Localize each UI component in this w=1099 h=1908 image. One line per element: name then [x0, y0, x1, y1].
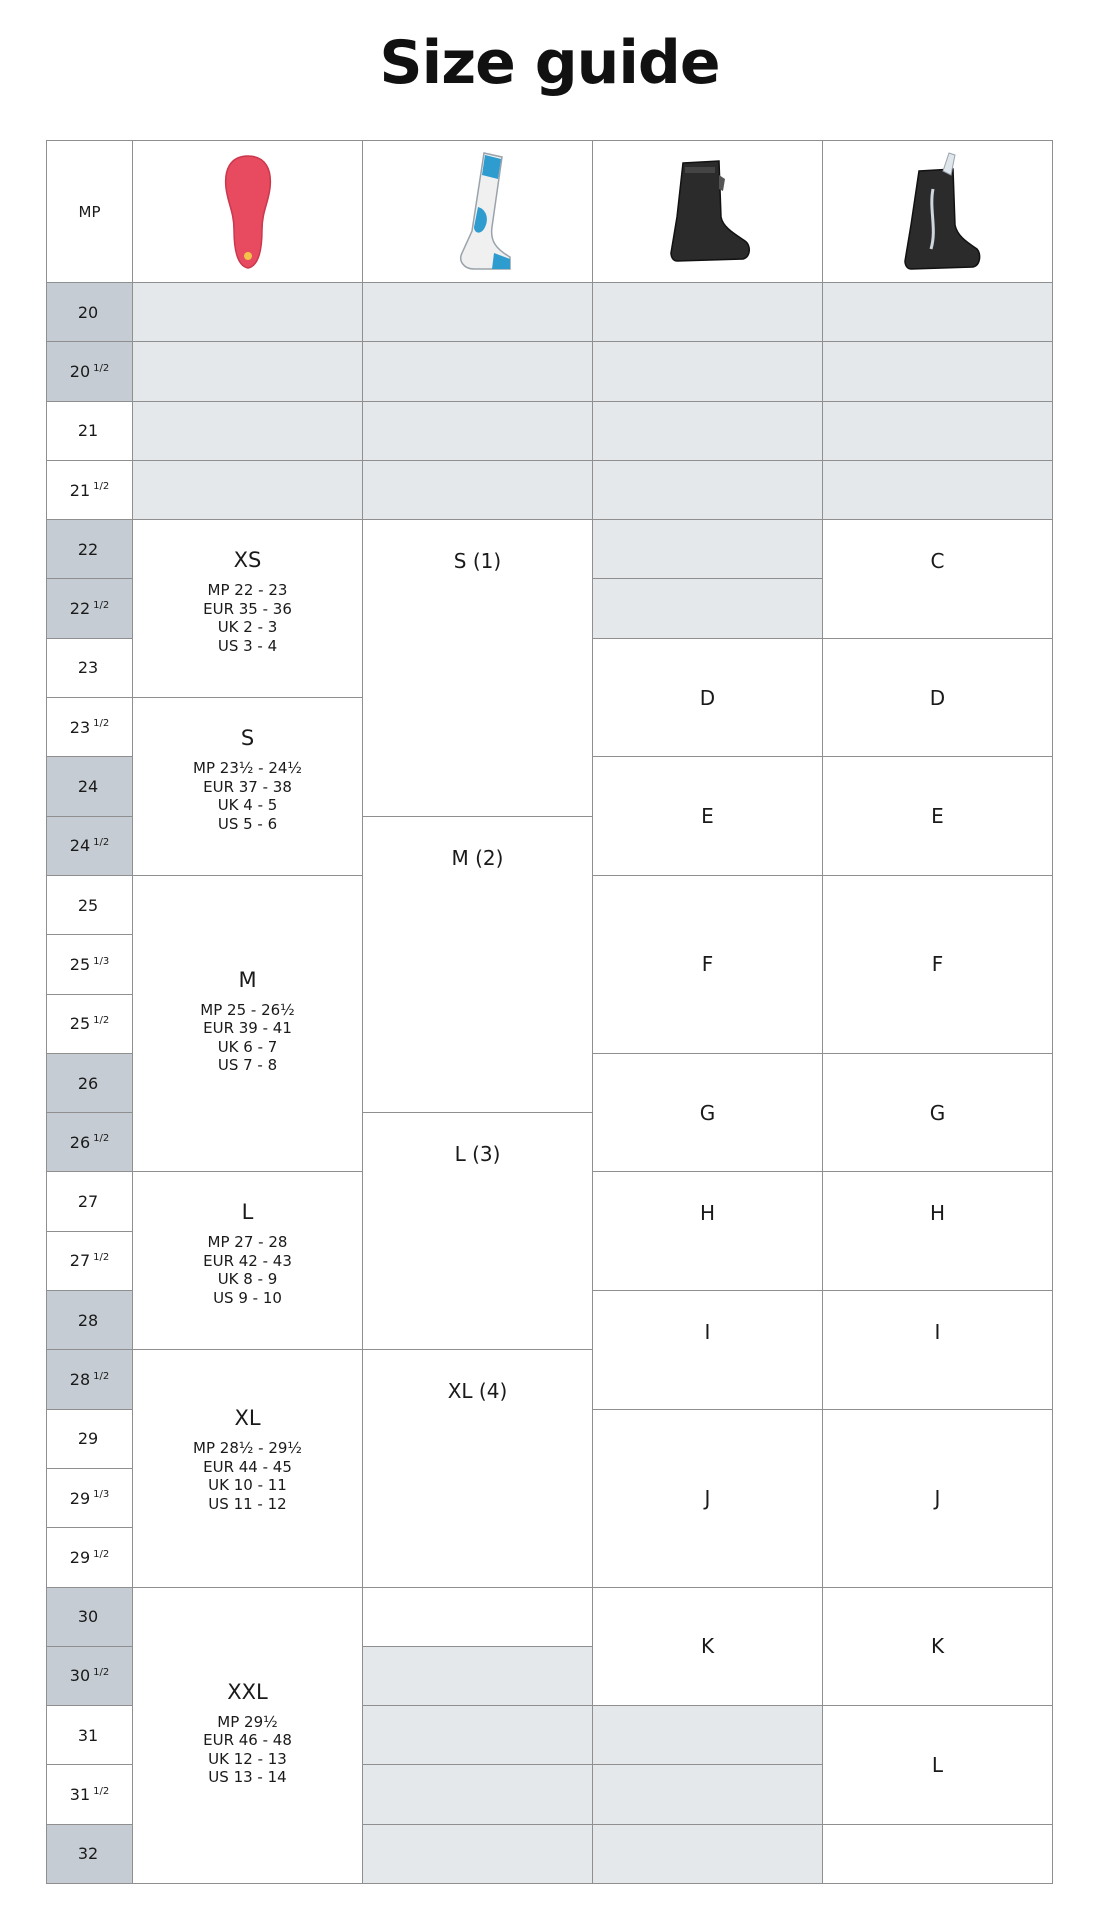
size-row: [47, 342, 1053, 401]
mp-cell: 22: [47, 520, 133, 579]
insole-size-cell: XL MP 28½ - 29½ EUR 44 - 45 UK 10 - 11 US 11 - 12: [133, 1350, 363, 1587]
liner-size-cell: H: [593, 1172, 823, 1291]
heated-liner-size-cell: H: [823, 1172, 1053, 1291]
mp-cell: 23: [47, 638, 133, 697]
mp-cell: 21 $^{1/2}$: [47, 460, 133, 519]
liner-size-cell: K: [593, 1587, 823, 1706]
heated-liner-header: [823, 141, 1053, 283]
ski-sock-icon: [438, 149, 518, 275]
insole-size-cell: S MP 23½ - 24½ EUR 37 - 38 UK 4 - 5 US 5 - 6: [133, 698, 363, 876]
mp-cell: 23 $^{1/2}$: [47, 698, 133, 757]
heated-liner-size-cell: G: [823, 1053, 1053, 1172]
insole-size-cell: XS MP 22 - 23 EUR 35 - 36 UK 2 - 3 US 3 - 4: [133, 520, 363, 698]
empty-cell: [593, 283, 823, 342]
empty-cell: [133, 342, 363, 401]
empty-cell: [823, 1824, 1053, 1883]
empty-cell: [823, 401, 1053, 460]
mp-cell: 26: [47, 1053, 133, 1112]
mp-cell: 31: [47, 1706, 133, 1765]
size-row: [47, 283, 1053, 342]
empty-cell: [593, 401, 823, 460]
empty-cell: [593, 460, 823, 519]
mp-cell: 27 $^{1/2}$: [47, 1231, 133, 1290]
mp-cell: 20 $^{1/2}$: [47, 342, 133, 401]
liner-size-cell: F: [593, 875, 823, 1053]
sock-size-cell: S (1): [363, 520, 593, 816]
empty-cell: [133, 401, 363, 460]
mp-cell: 24 $^{1/2}$: [47, 816, 133, 875]
mp-cell: 26 $^{1/2}$: [47, 1113, 133, 1172]
insole-header: [133, 141, 363, 283]
empty-cell: [363, 460, 593, 519]
mp-cell: 29 $^{1/3}$: [47, 1468, 133, 1527]
empty-cell: [593, 1824, 823, 1883]
mp-cell: 28 $^{1/2}$: [47, 1350, 133, 1409]
empty-cell: [363, 1646, 593, 1705]
empty-cell: [593, 1765, 823, 1824]
mp-cell: 25: [47, 875, 133, 934]
heated-boot-liner-icon: [893, 149, 983, 275]
mp-cell: 20: [47, 283, 133, 342]
mp-cell: 31 $^{1/2}$: [47, 1765, 133, 1824]
heated-liner-size-cell: K: [823, 1587, 1053, 1706]
empty-cell: [363, 1706, 593, 1765]
header-row: [47, 141, 1053, 283]
size-row: [47, 401, 1053, 460]
empty-cell: [363, 1587, 593, 1646]
mp-cell: 32: [47, 1824, 133, 1883]
liner-size-cell: J: [593, 1409, 823, 1587]
sock-size-cell: XL (4): [363, 1350, 593, 1587]
empty-cell: [363, 283, 593, 342]
empty-cell: [593, 520, 823, 579]
mp-cell: 29 $^{1/2}$: [47, 1528, 133, 1587]
empty-cell: [593, 1706, 823, 1765]
heated-liner-size-cell: E: [823, 757, 1053, 876]
liner-size-cell: D: [593, 638, 823, 757]
size-row: [47, 520, 1053, 579]
boot-liner-icon: [663, 157, 753, 267]
heated-liner-size-cell: D: [823, 638, 1053, 757]
empty-cell: [363, 1824, 593, 1883]
empty-cell: [363, 342, 593, 401]
insole-icon: [218, 152, 278, 272]
sock-header: [363, 141, 593, 283]
empty-cell: [823, 283, 1053, 342]
mp-cell: 25 $^{1/2}$: [47, 994, 133, 1053]
insole-size-cell: XXL MP 29½ EUR 46 - 48 UK 12 - 13 US 13 - 14: [133, 1587, 363, 1883]
page-title: Size guide: [379, 28, 720, 98]
mp-cell: 27: [47, 1172, 133, 1231]
empty-cell: [363, 1765, 593, 1824]
liner-size-cell: G: [593, 1053, 823, 1172]
sock-size-cell: M (2): [363, 816, 593, 1112]
mp-header: MP: [47, 141, 133, 283]
mp-cell: 25 $^{1/3}$: [47, 935, 133, 994]
size-row: [47, 1587, 1053, 1646]
empty-cell: [363, 401, 593, 460]
heated-liner-size-cell: L: [823, 1706, 1053, 1825]
mp-cell: 30 $^{1/2}$: [47, 1646, 133, 1705]
heated-liner-size-cell: I: [823, 1291, 1053, 1410]
sock-size-cell: L (3): [363, 1113, 593, 1350]
empty-cell: [823, 460, 1053, 519]
mp-cell: 29: [47, 1409, 133, 1468]
empty-cell: [823, 342, 1053, 401]
mp-cell: 22 $^{1/2}$: [47, 579, 133, 638]
empty-cell: [593, 342, 823, 401]
mp-cell: 28: [47, 1291, 133, 1350]
mp-cell: 30: [47, 1587, 133, 1646]
size-row: [47, 460, 1053, 519]
heated-liner-size-cell: C: [823, 520, 1053, 639]
mp-cell: 24: [47, 757, 133, 816]
insole-size-cell: L MP 27 - 28 EUR 42 - 43 UK 8 - 9 US 9 - 10: [133, 1172, 363, 1350]
size-guide-table: [46, 140, 1053, 1884]
liner-size-cell: I: [593, 1291, 823, 1410]
liner-size-cell: E: [593, 757, 823, 876]
empty-cell: [593, 579, 823, 638]
heated-liner-size-cell: F: [823, 875, 1053, 1053]
empty-cell: [133, 460, 363, 519]
heated-liner-size-cell: J: [823, 1409, 1053, 1587]
liner-header: [593, 141, 823, 283]
empty-cell: [133, 283, 363, 342]
insole-size-cell: M MP 25 - 26½ EUR 39 - 41 UK 6 - 7 US 7 - 8: [133, 875, 363, 1171]
mp-cell: 21: [47, 401, 133, 460]
